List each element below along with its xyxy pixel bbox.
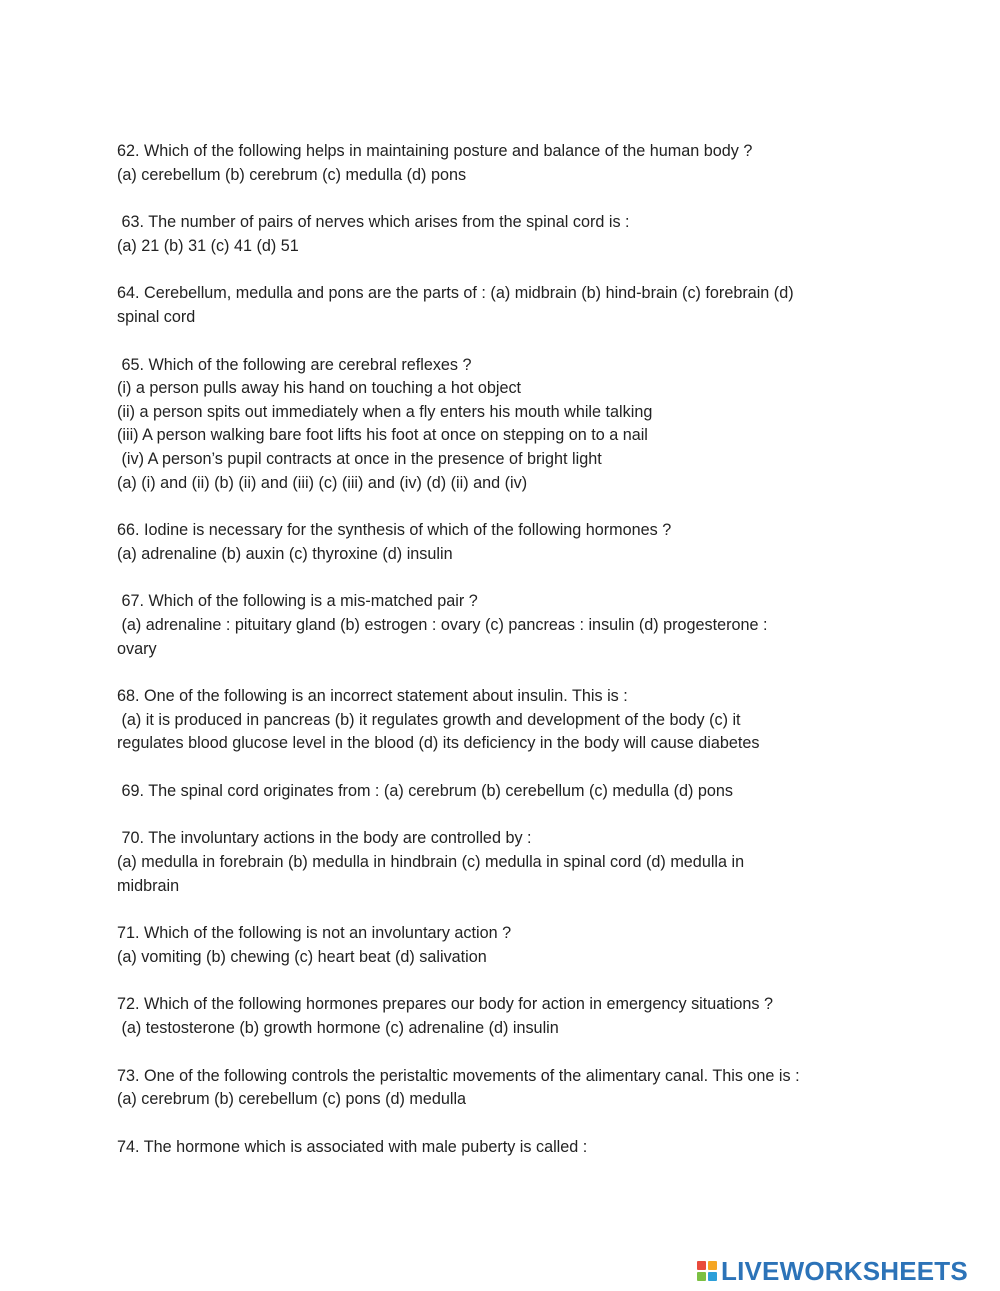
liveworksheets-logo[interactable] (697, 1256, 968, 1286)
question-line: (iv) A person’s pupil contracts at once in the presence of bright light (117, 449, 602, 468)
question-64 (117, 282, 887, 329)
question-line: (a) vomiting (b) chewing (c) heart beat (d) salivation (117, 947, 487, 966)
question-line: (a) cerebellum (b) cerebrum (c) medulla (d) pons (117, 165, 467, 184)
question-line: 69. The spinal cord originates from : (a) cerebrum (b) cerebellum (c) medulla (d) pons (117, 781, 733, 800)
question-69 (117, 780, 887, 804)
question-line: 67. Which of the following is a mis-matched pair ? (117, 592, 478, 611)
question-line: (iii) A person walking bare foot lifts his foot at once on stepping on to a nail (117, 426, 648, 445)
question-line: (a) cerebrum (b) cerebellum (c) pons (d) medulla (117, 1090, 467, 1109)
question-line: (a) adrenaline (b) auxin (c) thyroxine (d) insulin (117, 544, 453, 563)
question-line: 63. The number of pairs of nerves which arises from the spinal cord is : (117, 213, 630, 232)
question-line: (a) it is produced in pancreas (b) it regulates growth and development of the body (c) it (117, 710, 741, 729)
question-line: 70. The involuntary actions in the body are controlled by : (117, 829, 532, 848)
question-line: (a) 21 (b) 31 (c) 41 (d) 51 (117, 236, 299, 255)
question-71 (117, 922, 887, 969)
logo-text: LIVEWORKSHEETS (721, 1256, 968, 1286)
logo-blocks-icon (697, 1261, 717, 1281)
question-line: (ii) a person spits out immediately when a fly enters his mouth while talking (117, 402, 653, 421)
question-line: 71. Which of the following is not an involuntary action ? (117, 924, 512, 943)
question-line: ovary (117, 639, 157, 658)
question-line: 72. Which of the following hormones prepares our body for action in emergency situations ? (117, 995, 773, 1014)
question-line: (a) testosterone (b) growth hormone (c) adrenaline (d) insulin (117, 1019, 559, 1038)
question-66 (117, 519, 887, 566)
question-line: 65. Which of the following are cerebral reflexes ? (117, 355, 472, 374)
question-72 (117, 993, 887, 1040)
question-line: 64. Cerebellum, medulla and pons are the parts of : (a) midbrain (b) hind-brain (c) forebrain (d) (117, 284, 794, 303)
logo-block (697, 1272, 706, 1281)
question-70 (117, 827, 887, 898)
question-73 (117, 1065, 887, 1112)
question-line: (a) (i) and (ii) (b) (ii) and (iii) (c) (iii) and (iv) (d) (ii) and (iv) (117, 473, 528, 492)
question-63 (117, 211, 887, 258)
question-line: (i) a person pulls away his hand on touching a hot object (117, 379, 522, 398)
question-line: midbrain (117, 876, 180, 895)
question-line: (a) medulla in forebrain (b) medulla in hindbrain (c) medulla in spinal cord (d) medulla in (117, 853, 745, 872)
question-68 (117, 685, 887, 756)
worksheet-page (117, 140, 887, 1183)
logo-block (697, 1261, 706, 1270)
question-74 (117, 1136, 887, 1160)
question-line: regulates blood glucose level in the blood (d) its deficiency in the body will cause diabetes (117, 734, 760, 753)
question-line: spinal cord (117, 307, 196, 326)
question-line: 68. One of the following is an incorrect statement about insulin. This is : (117, 687, 628, 706)
question-line: 73. One of the following controls the peristaltic movements of the alimentary canal. This one is : (117, 1066, 800, 1085)
question-line: 66. Iodine is necessary for the synthesis of which of the following hormones ? (117, 521, 672, 540)
question-line: 62. Which of the following helps in maintaining posture and balance of the human body ? (117, 142, 753, 160)
logo-block (708, 1272, 717, 1281)
question-line: (a) adrenaline : pituitary gland (b) estrogen : ovary (c) pancreas : insulin (d) progesterone : (117, 615, 768, 634)
question-62 (117, 140, 887, 187)
logo-block (708, 1261, 717, 1270)
question-67 (117, 590, 887, 661)
question-line: 74. The hormone which is associated with male puberty is called : (117, 1137, 588, 1156)
question-65 (117, 354, 887, 496)
